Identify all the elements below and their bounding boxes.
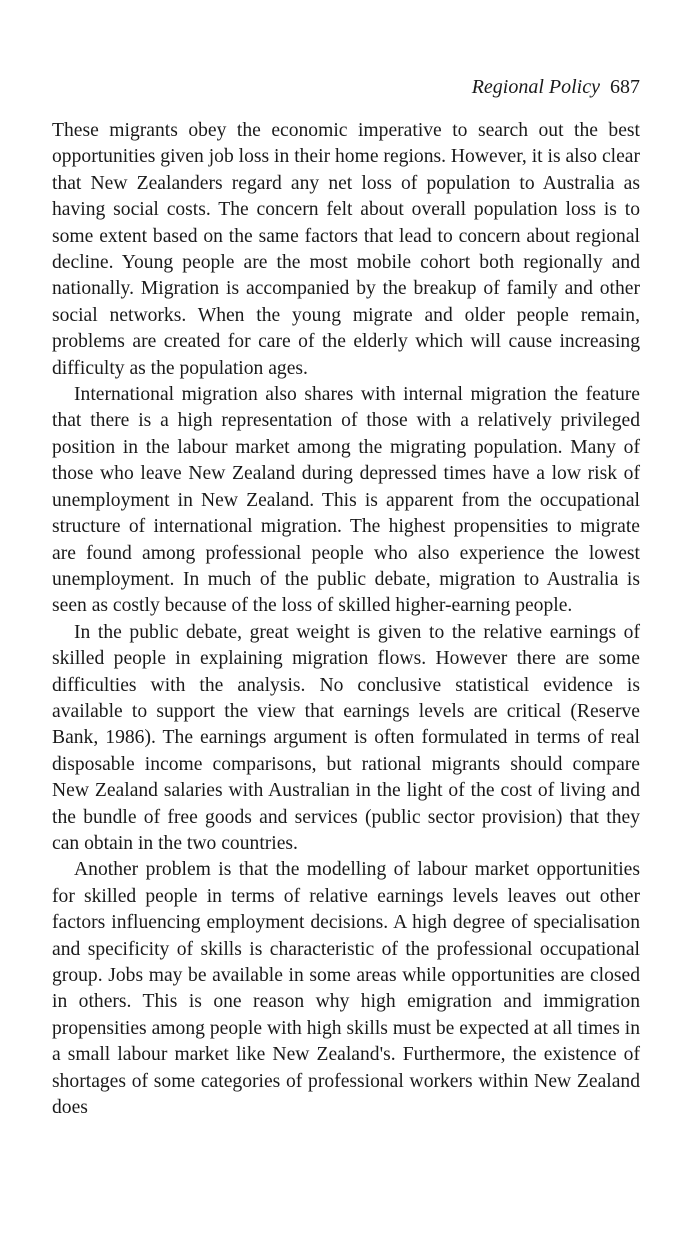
page-number: 687 <box>610 76 640 98</box>
paragraph-1: These migrants obey the economic imperative to search out the best opportunities given job loss in their home regions. However, it is also clear that New Zealanders regard any net loss of population to Australia as having social costs. The concern felt about overall population loss is to some extent based on the same factors that lead to concern about regional decline. Young people are the most mobile cohort both regionally and nationally. Migration is accompanied by the breakup of family and other social networks. When the young migrate and older people remain, problems are created for care of the elderly which will cause increasing difficulty as the population ages. <box>52 120 641 379</box>
running-head <box>52 74 640 100</box>
body-text <box>52 118 640 1121</box>
paragraph-2: International migration also shares with internal migration the feature that there is a high representation of those with a relatively privileged position in the labour market among the migrating population. Many of those who leave New Zealand during depressed times have a low risk of unemployment in New Zealand. This is apparent from the occupational structure of international migration. The highest propensities to migrate are found among professional people who also experience the lowest unemployment. In much of the public debate, migration to Australia is seen as costly because of the loss of skilled higher-earning people. <box>52 384 640 617</box>
running-head-title: Regional Policy <box>471 76 600 98</box>
paragraph-4: Another problem is that the modelling of labour market opportunities for skilled people in terms of relative earnings levels leaves out other factors influencing employment decisions. A high degree of specialisation and specificity of skills is characteristic of the professional occupational group. Jobs may be available in some areas while opportunities are closed in others. This is one reason why high emigration and immigration propensities among people with high skills must be expected at all times in a small labour market like New Zealand's. Furthermore, the existence of shortages of some categories of professional workers within New Zealand does <box>52 859 640 1119</box>
paragraph-3: In the public debate, great weight is given to the relative earnings of skilled people in explaining migration flows. However there are some difficulties with the analysis. No conclusive statistical evidence is available to support the view that earnings levels are critical (Reserve Bank, 1986). The earnings argument is often formulated in terms of real disposable income comparisons, but rational migrants should compare New Zealand salaries with Australian in the light of the cost of living and the bundle of free goods and services (public sector provision) that they can obtain in the two countries. <box>52 621 640 854</box>
